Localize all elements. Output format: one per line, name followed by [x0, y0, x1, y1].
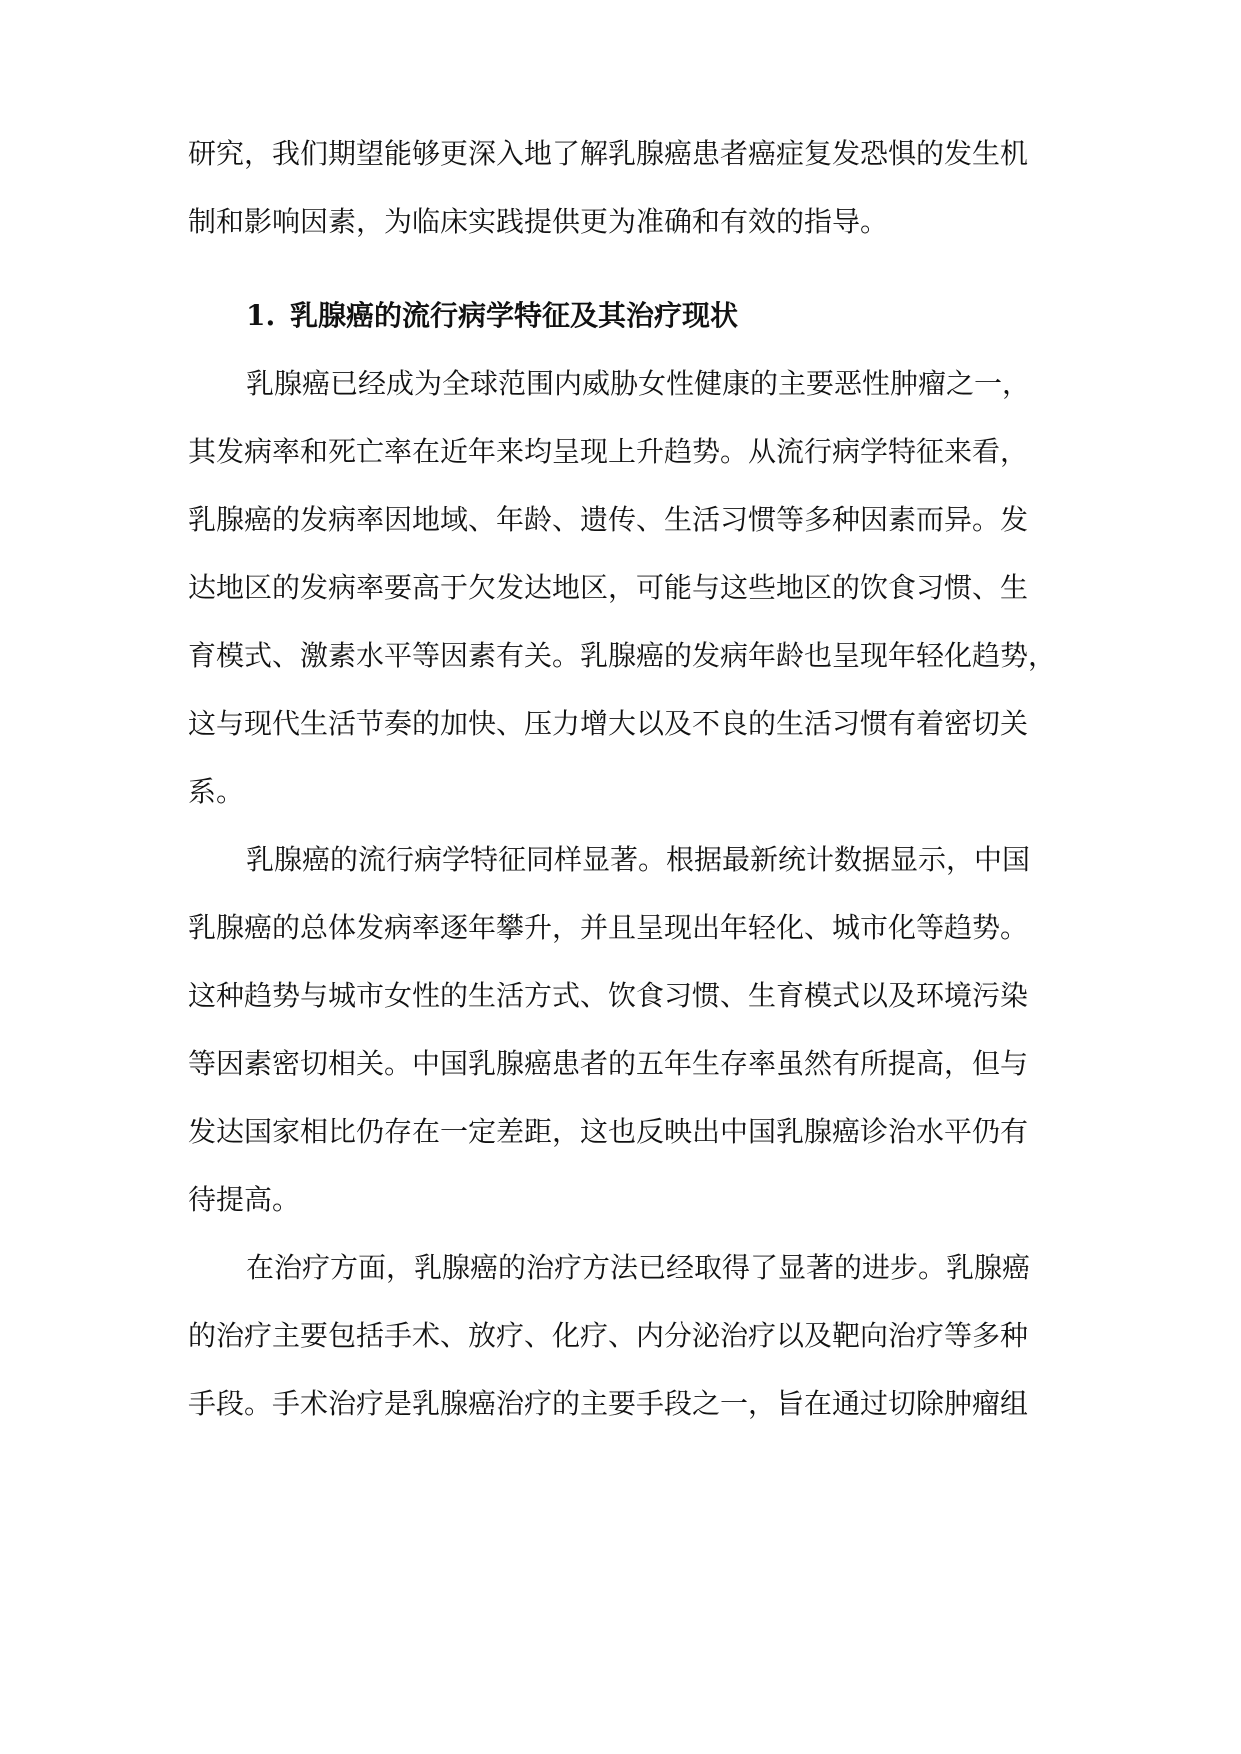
paragraph-line: 发达国家相比仍存在一定差距，这也反映出中国乳腺癌诊治水平仍有	[188, 1115, 1029, 1148]
paragraph-line: 待提高。	[188, 1183, 301, 1216]
paragraph-line: 乳腺癌已经成为全球范围内威胁女性健康的主要恶性肿瘤之一，	[246, 367, 1031, 400]
text-line: 研究，我们期望能够更深入地了解乳腺癌患者癌症复发恐惧的发生机	[188, 137, 1029, 170]
paragraph-line: 乳腺癌的流行病学特征同样显著。根据最新统计数据显示，中国	[246, 843, 1031, 876]
paragraph-line: 的治疗主要包括手术、放疗、化疗、内分泌治疗以及靶向治疗等多种	[188, 1319, 1029, 1352]
text-line: 制和影响因素，为临床实践提供更为准确和有效的指导。	[188, 205, 889, 238]
section-number: 1.	[246, 299, 276, 332]
paragraph-line: 乳腺癌的总体发病率逐年攀升，并且呈现出年轻化、城市化等趋势。	[188, 911, 1029, 944]
paragraph-line: 这与现代生活节奏的加快、压力增大以及不良的生活习惯有着密切关	[188, 707, 1029, 740]
paragraph-line: 育模式、激素水平等因素有关。乳腺癌的发病年龄也呈现年轻化趋势，	[188, 639, 1057, 672]
section-heading	[246, 296, 738, 336]
paragraph-line: 系。	[188, 775, 245, 808]
paragraph-line: 乳腺癌的发病率因地域、年龄、遗传、生活习惯等多种因素而异。发	[188, 503, 1029, 536]
paragraph-line: 等因素密切相关。中国乳腺癌患者的五年生存率虽然有所提高，但与	[188, 1047, 1029, 1080]
paragraph-line: 手段。手术治疗是乳腺癌治疗的主要手段之一，旨在通过切除肿瘤组	[188, 1387, 1029, 1420]
paragraph-line: 其发病率和死亡率在近年来均呈现上升趋势。从流行病学特征来看，	[188, 435, 1029, 468]
section-title: 乳腺癌的流行病学特征及其治疗现状	[290, 299, 739, 332]
paragraph-line: 达地区的发病率要高于欠发达地区，可能与这些地区的饮食习惯、生	[188, 571, 1029, 604]
paragraph-line: 这种趋势与城市女性的生活方式、饮食习惯、生育模式以及环境污染	[188, 979, 1029, 1012]
paragraph-line: 在治疗方面，乳腺癌的治疗方法已经取得了显著的进步。乳腺癌	[246, 1251, 1031, 1284]
